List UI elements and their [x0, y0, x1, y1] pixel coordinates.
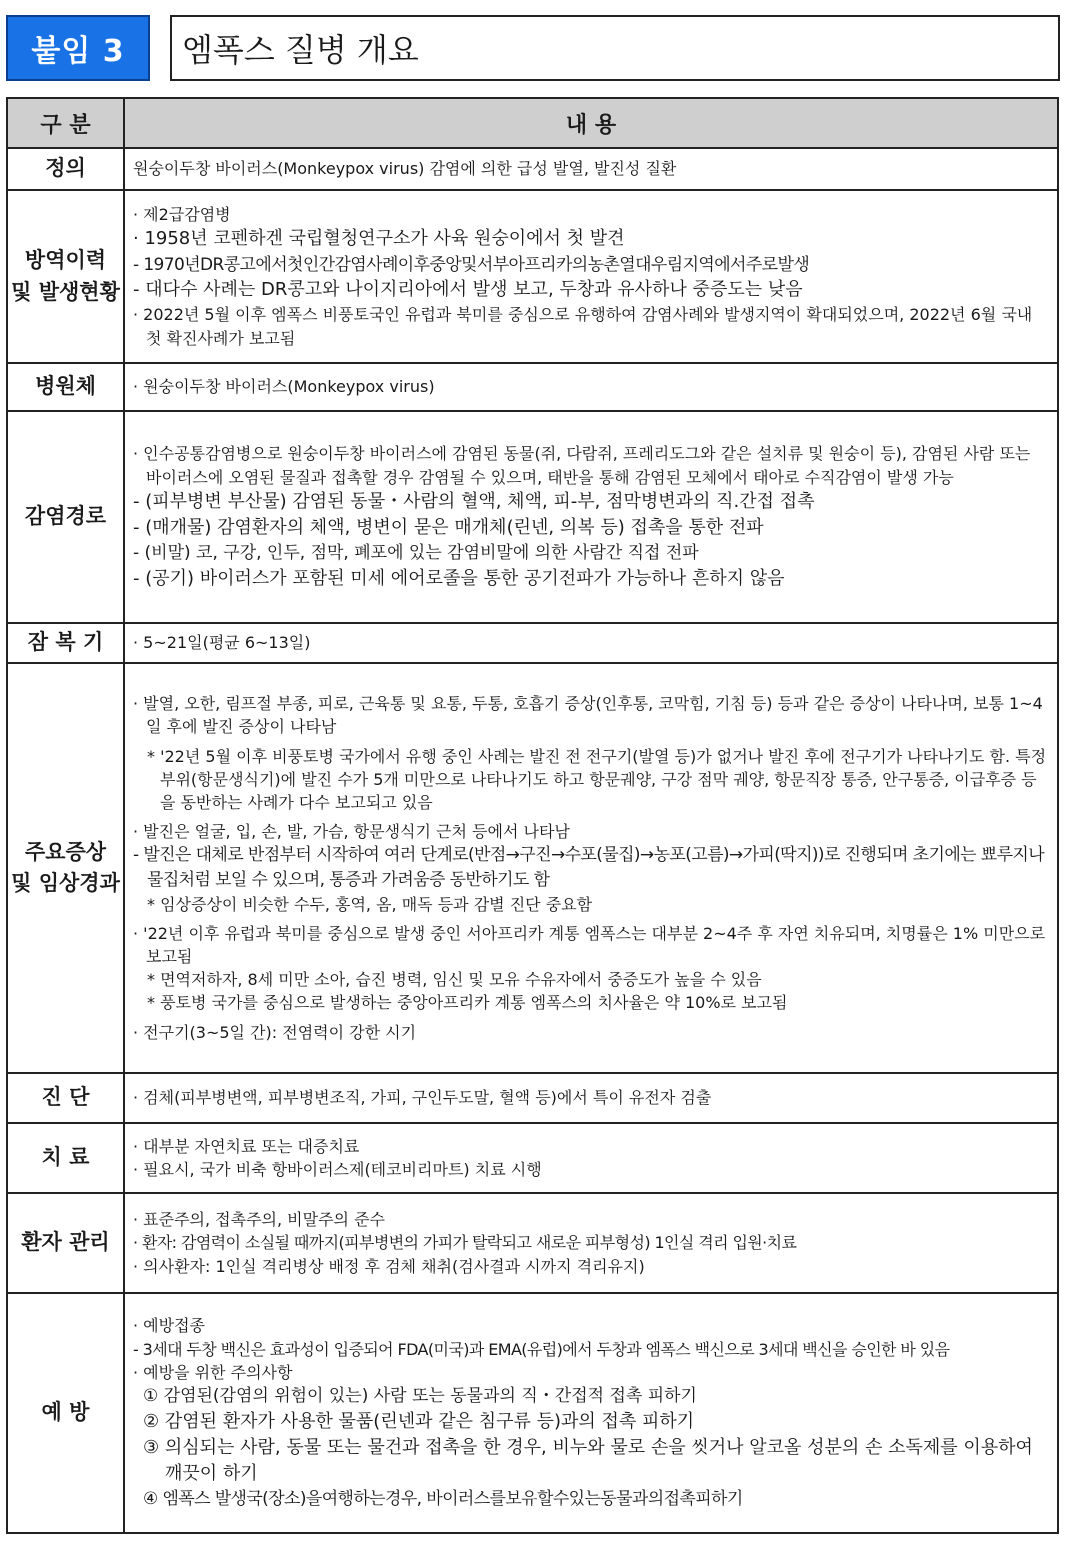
- page-title-text: 엠폭스 질병 개요: [182, 31, 419, 69]
- list-item: * 면역저하자, 8세 미만 소아, 습진 병력, 임신 및 모유 수유자에서 중증도가 높을 수 있음: [147, 970, 762, 990]
- list-item: · 예방을 위한 주의사항: [133, 1362, 293, 1382]
- row-pathogen: [7, 363, 1058, 411]
- label-incubation: 잠 복 기: [7, 623, 124, 663]
- appendix-badge: 붙임 3: [6, 15, 150, 81]
- list-item: · 환자: 감염력이 소실될 때까지(피부병변의 가피가 탈락되고 새로운 피부형성) 1인실 격리 입원·치료: [133, 1233, 797, 1253]
- label-history-line2: 및 발생현황: [11, 279, 120, 304]
- route-content: [124, 411, 1058, 623]
- header-content: 내 용: [124, 98, 1058, 148]
- header-category: 구 분: [7, 98, 124, 148]
- list-item: - (비말) 코, 구강, 인두, 점막, 폐포에 있는 감염비말에 의한 사람간 직접 전파: [133, 542, 699, 563]
- prevention-content: [124, 1293, 1058, 1533]
- diagnosis-text: · 검체(피부병변액, 피부병변조직, 가피, 구인두도말, 혈액 등)에서 특이 유전자 검출: [124, 1073, 1058, 1123]
- row-management: [7, 1193, 1058, 1293]
- management-content: [124, 1193, 1058, 1293]
- overview-table: [6, 97, 1059, 1534]
- list-item: * 풍토병 국가를 중심으로 발생하는 중앙아프리카 계통 엠폭스의 치사율은 약 10%로 보고됨: [147, 993, 788, 1013]
- label-pathogen: 병원체: [7, 363, 124, 411]
- list-item: · 예방접종: [133, 1316, 205, 1336]
- list-item: · 전구기(3~5일 간): 전염력이 강한 시기: [133, 1022, 417, 1042]
- label-definition: 정의: [7, 148, 124, 190]
- history-content: [124, 190, 1058, 363]
- list-item: · 인수공통감염병으로 원숭이두창 바이러스에 감염된 동물(쥐, 다람쥐, 프레리도그와 같은 설치류 및 원숭이 등), 감염된 사람 또는 바이러스에 오염된 물질과 접촉할 경우 감염될 수 있으며, 태반을 통해 감염된 모체에서 태아로 수직감염이 발생 가능: [133, 444, 1031, 487]
- row-treatment: [7, 1123, 1058, 1193]
- row-prevention: [7, 1293, 1058, 1533]
- label-management: 환자 관리: [7, 1193, 124, 1293]
- definition-text: 원숭이두창 바이러스(Monkeypox virus) 감염에 의한 급성 발열, 발진성 질환: [124, 148, 1058, 190]
- label-treatment: 치 료: [7, 1123, 124, 1193]
- list-item: · 제2급감염병: [133, 205, 231, 225]
- list-item: - (공기) 바이러스가 포함된 미세 에어로졸을 통한 공기전파가 가능하나 흔하지 않음: [133, 567, 785, 589]
- list-item: * 임상증상이 비슷한 수두, 홍역, 옴, 매독 등과 감별 진단 중요함: [147, 894, 593, 914]
- list-item: * '22년 5월 이후 비풍토병 국가에서 유행 중인 사례는 발진 전 전구기(발열 등)가 없거나 발진 후에 전구기가 나타나기도 함. 특정부위(항문생식기)에 발진 수가 5개 미만으로 나타나기도 하고 항문궤양, 구강 점막 궤양, 항문직장 통증, 안구통증, 이급후증 등을 동반하는 사례가 다수 보고되고 있음: [147, 746, 1047, 812]
- row-history: [7, 190, 1058, 363]
- row-definition: [7, 148, 1058, 190]
- row-symptoms: [7, 663, 1058, 1073]
- list-item: ④ 엠폭스 발생국(장소)을여행하는경우, 바이러스를보유할수있는동물과의접촉피하기: [143, 1488, 743, 1509]
- list-item: ③ 의심되는 사람, 동물 또는 물건과 접촉을 한 경우, 비누와 물로 손을 씻거나 알코올 성분의 손 소독제를 이용하여 깨끗이 하기: [143, 1436, 1033, 1484]
- label-diagnosis: 진 단: [7, 1073, 124, 1123]
- label-symptoms-line1: 주요증상: [24, 839, 107, 864]
- table-header-row: [7, 98, 1058, 148]
- label-symptoms-line2: 및 임상경과: [11, 871, 120, 895]
- label-prevention: 예 방: [7, 1293, 124, 1533]
- list-item: · '22년 이후 유럽과 북미를 중심으로 발생 중인 서아프리카 계통 엠폭스는 대부분 2~4주 후 자연 치유되며, 치명률은 1% 미만으로 보고됨: [133, 923, 1046, 967]
- list-item: - (피부병변 부산물) 감염된 동물・사람의 혈액, 체액, 피-부, 점막병변과의 직.간접 접촉: [133, 490, 815, 512]
- symptoms-content: [124, 663, 1058, 1073]
- list-item: · 필요시, 국가 비축 항바이러스제(테코비리마트) 치료 시행: [133, 1160, 542, 1179]
- list-item: - 대다수 사례는 DR콩고와 나이지리아에서 발생 보고, 두창과 유사하나 중증도는 낮음: [133, 279, 803, 301]
- row-incubation: [7, 623, 1058, 663]
- list-item: ② 감염된 환자가 사용한 물품(린넨과 같은 침구류 등)과의 접촉 피하기: [143, 1410, 695, 1432]
- row-route: [7, 411, 1058, 623]
- list-item: · 1958년 코펜하겐 국립혈청연구소가 사육 원숭이에서 첫 발견: [133, 228, 625, 250]
- list-item: · 표준주의, 접촉주의, 비말주의 준수: [133, 1210, 385, 1230]
- list-item: · 2022년 5월 이후 엠폭스 비풍토국인 유럽과 북미를 중심으로 유행하여 감염사례와 발생지역이 확대되었으며, 2022년 6월 국내 첫 확진사례가 보고됨: [133, 305, 1033, 348]
- treatment-content: [124, 1123, 1058, 1193]
- list-item: - (매개물) 감염환자의 체액, 병변이 묻은 매개체(린넨, 의복 등) 접촉을 통한 전파: [133, 516, 764, 538]
- row-diagnosis: [7, 1073, 1058, 1123]
- list-item: - 3세대 두창 백신은 효과성이 입증되어 FDA(미국)과 EMA(유럽)에서 두창과 엠폭스 백신으로 3세대 백신을 승인한 바 있음: [133, 1339, 950, 1359]
- page-title: [170, 15, 1060, 81]
- list-item: - 1970년DR콩고에서첫인간감염사례이후중앙및서부아프리카의농촌열대우림지역에서주로발생: [133, 254, 810, 275]
- label-history: [7, 190, 124, 363]
- list-item: · 의사환자: 1인실 격리병상 배정 후 검체 채취(검사결과 시까지 격리유지): [133, 1256, 645, 1276]
- list-item: · 발열, 오한, 림프절 부종, 피로, 근육통 및 요통, 두통, 호흡기 증상(인후통, 코막힘, 기침 등) 등과 같은 증상이 나타나며, 보통 1~4일 후에 발진 증상이 나타남: [133, 694, 1043, 737]
- list-item: · 발진은 얼굴, 입, 손, 발, 가슴, 항문생식기 근처 등에서 나타남: [133, 822, 570, 842]
- label-symptoms: [7, 663, 124, 1073]
- incubation-text: · 5~21일(평균 6~13일): [124, 623, 1058, 663]
- list-item: - 발진은 대체로 반점부터 시작하여 여러 단계로(반점→구진→수포(물집)→농포(고름)→가피(딱지))로 진행되며 초기에는 뾰루지나 물집처럼 보일 수 있으며, 통증과 가려움증 동반하기도 함: [133, 845, 1045, 890]
- list-item: · 대부분 자연치료 또는 대증치료: [133, 1136, 360, 1156]
- label-history-line1: 방역이력: [24, 248, 107, 272]
- pathogen-text: · 원숭이두창 바이러스(Monkeypox virus): [124, 363, 1058, 411]
- label-route: 감염경로: [7, 411, 124, 623]
- list-item: ① 감염된(감염의 위험이 있는) 사람 또는 동물과의 직・간접적 접촉 피하기: [143, 1386, 697, 1406]
